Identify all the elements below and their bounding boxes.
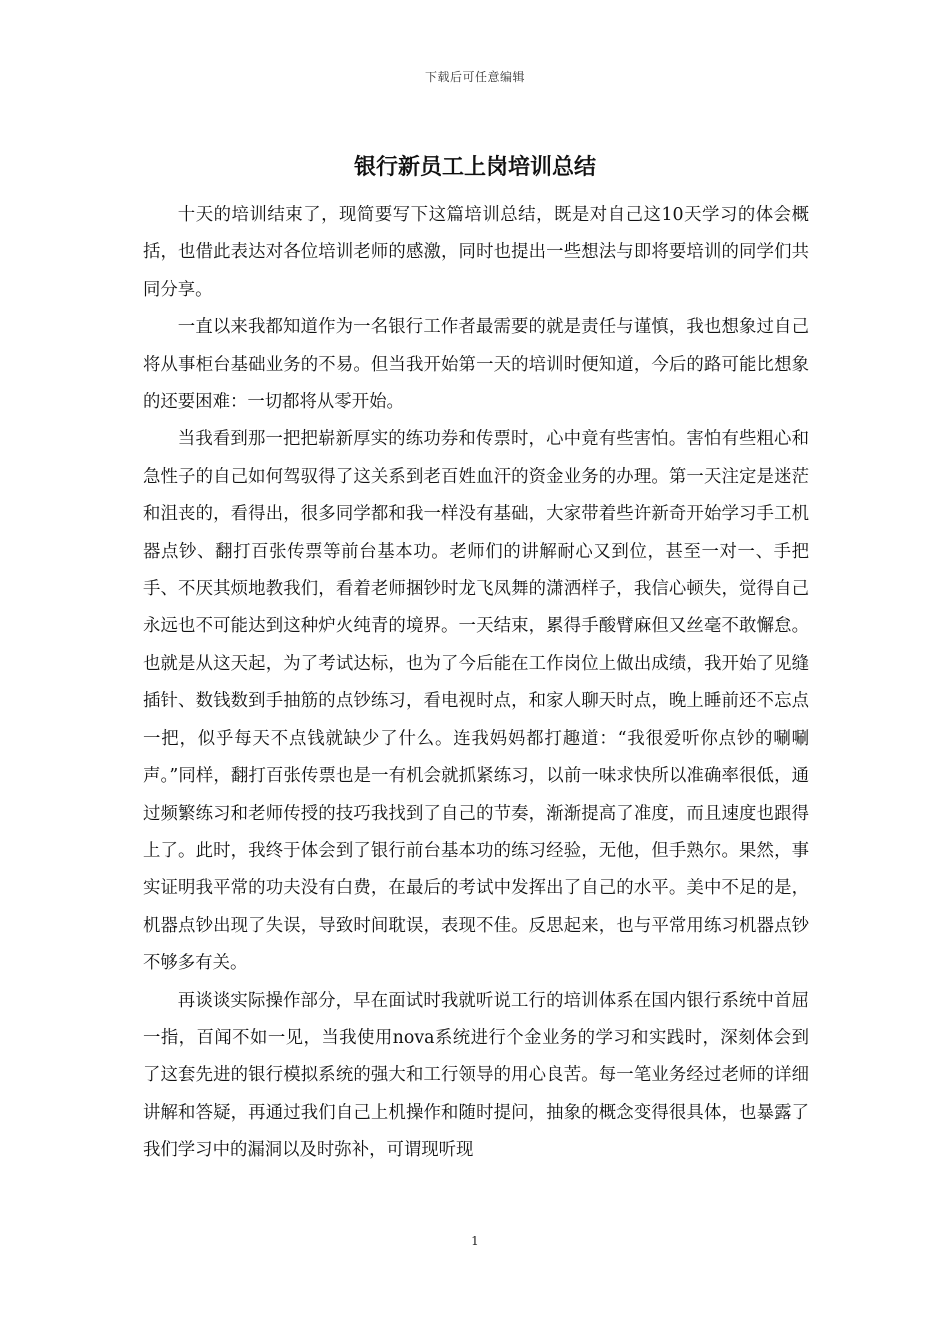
paragraph: 再谈谈实际操作部分，早在面试时我就听说工行的培训体系在国内银行系统中首屈一指，百闻不如一见，当我使用nova系统进行个金业务的学习和实践时，深刻体会到了这套先进的银行模拟系统的强大和工行领导的用心良苦。每一笔业务经过老师的详细讲解和答疑，再通过我们自己上机操作和随时提问，抽象的概念变得很具体，也暴露了我们学习中的漏洞以及时弥补，可谓现听现 <box>143 990 809 1161</box>
document-body <box>143 197 809 1170</box>
paragraph: 一直以来我都知道作为一名银行工作者最需要的就是责任与谨慎，我也想象过自己将从事柜台基础业务的不易。但当我开始第一天的培训时便知道，今后的路可能比想象的还要困难：一切都将从零开始。 <box>143 317 809 413</box>
paragraph: 十天的培训结束了，现简要写下这篇培训总结，既是对自己这10天学习的体会概括，也借此表达对各位培训老师的感激，同时也提出一些想法与即将要培训的同学们共同分享。 <box>143 205 809 300</box>
page-header: 下载后可任意编辑 <box>424 70 525 84</box>
page-number: 1 <box>471 1234 479 1248</box>
document-title: 银行新员工上岗培训总结 <box>353 155 596 180</box>
paragraph: 当我看到那一把把崭新厚实的练功券和传票时，心中竟有些害怕。害怕有些粗心和急性子的自己如何驾驭得了这关系到老百姓血汗的资金业务的办理。第一天注定是迷茫和沮丧的，看得出，很多同学都和我一样没有基础，大家带着些许新奇开始学习手工机器点钞、翻打百张传票等前台基本功。老师们的讲解耐心又到位，甚至一对一、手把手、不厌其烦地教我们，看着老师捆钞时龙飞凤舞的潇洒样子，我信心顿失，觉得自己永远也不可能达到这种炉火纯青的境界。一天结束，累得手酸臂麻但又丝毫不敢懈怠。也就是从这天起，为了考试达标，也为了今后能在工作岗位上做出成绩，我开始了见缝插针、数钱数到手抽筋的点钞练习，看电视时点，和家人聊天时点，晚上睡前还不忘点一把，似乎每天不点钱就缺少了什么。连我妈妈都打趣道：“我很爱听你点钞的唰唰声。”同样，翻打百张传票也是一有机会就抓紧练习，以前一味求快所以准确率很低，通过频繁练习和老师传授的技巧我找到了自己的节奏，渐渐提高了准度，而且速度也跟得上了。此时，我终于体会到了银行前台基本功的练习经验，无他，但手熟尔。果然，事实证明我平常的功夫没有白费，在最后的考试中发挥出了自己的水平。美中不足的是，机器点钞出现了失误，导致时间耽误，表现不佳。反思起来，也与平常用练习机器点钞不够多有关。 <box>143 429 809 974</box>
